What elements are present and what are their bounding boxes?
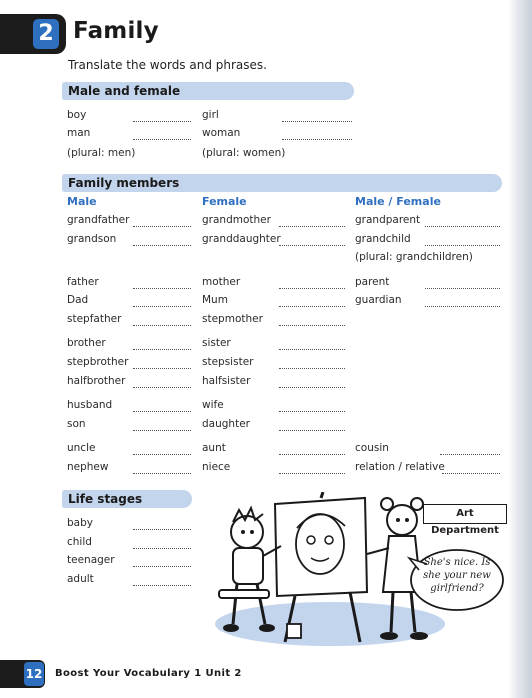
answer-line[interactable] [133,516,191,530]
answer-line[interactable] [133,535,191,549]
art-department-sign: Art Department [423,504,507,524]
word-female: stepmother [202,313,263,325]
answer-line[interactable] [279,355,345,369]
answer-line[interactable] [425,293,500,307]
answer-line[interactable] [279,417,345,431]
answer-line[interactable] [133,441,191,455]
word-female: girl [202,109,219,121]
word-female: granddaughter [202,233,281,245]
answer-line[interactable] [133,213,191,227]
word-male-female: grandchild [355,233,411,245]
word-male-female: grandparent [355,214,421,226]
answer-line[interactable] [133,312,191,326]
section-heading-life-stages: Life stages [68,492,143,506]
page-binding-edge [518,0,532,698]
word-female: Mum [202,294,228,306]
answer-line[interactable] [282,108,352,122]
section-heading-male-female: Male and female [68,84,181,98]
word-female: woman [202,127,241,139]
answer-line[interactable] [279,312,345,326]
column-heading-female: Female [202,195,247,208]
unit-title: Family [73,18,159,44]
answer-line[interactable] [133,417,191,431]
answer-line[interactable] [133,553,191,567]
column-heading-male-female: Male / Female [355,195,441,208]
word-female: grandmother [202,214,271,226]
word-female: aunt [202,442,226,454]
plural-note: (plural: grandchildren) [355,251,473,263]
footer-book-title: Boost Your Vocabulary 1 Unit 2 [55,668,242,679]
answer-line[interactable] [279,232,345,246]
word-female: mother [202,276,241,288]
column-heading-male: Male [67,195,97,208]
answer-line[interactable] [425,232,500,246]
answer-line[interactable] [279,336,345,350]
word-male: boy [67,109,87,121]
word-male-female: relation / relative [355,461,445,473]
word-male: husband [67,399,113,411]
answer-line[interactable] [133,232,191,246]
word-male: man [67,127,91,139]
word-life-stage: teenager [67,554,115,566]
answer-line[interactable] [133,293,191,307]
word-female: sister [202,337,231,349]
word-male-female: cousin [355,442,389,454]
word-female: stepsister [202,356,254,368]
answer-line[interactable] [133,108,191,122]
word-male: uncle [67,442,96,454]
word-male-female: parent [355,276,390,288]
answer-line[interactable] [282,126,352,140]
word-male: grandson [67,233,117,245]
answer-line[interactable] [279,293,345,307]
answer-line[interactable] [279,213,345,227]
answer-line[interactable] [133,126,191,140]
answer-line[interactable] [279,441,345,455]
word-female: wife [202,399,224,411]
plural-note: (plural: men) [67,147,136,159]
word-male-female: guardian [355,294,402,306]
answer-line[interactable] [133,398,191,412]
answer-line[interactable] [440,441,500,455]
answer-line[interactable] [279,374,345,388]
answer-line[interactable] [279,398,345,412]
page-bleed [508,0,518,698]
instruction-text: Translate the words and phrases. [68,58,267,72]
word-male: stepbrother [67,356,129,368]
answer-line[interactable] [279,275,345,289]
word-male: father [67,276,99,288]
word-male: grandfather [67,214,130,226]
speech-bubble-text: She's nice. Is she your new girlfriend? [423,557,491,594]
answer-line[interactable] [442,460,500,474]
answer-line[interactable] [279,460,345,474]
word-male: brother [67,337,106,349]
unit-number-badge: 2 [33,19,59,49]
word-male: stepfather [67,313,122,325]
answer-line[interactable] [133,336,191,350]
word-male: halfbrother [67,375,126,387]
word-female: niece [202,461,231,473]
word-life-stage: baby [67,517,93,529]
word-life-stage: adult [67,573,94,585]
page-number: 12 [24,662,44,686]
word-male: son [67,418,86,430]
plural-note: (plural: women) [202,147,286,159]
answer-line[interactable] [425,213,500,227]
answer-line[interactable] [133,460,191,474]
answer-line[interactable] [133,374,191,388]
word-male: Dad [67,294,89,306]
answer-line[interactable] [425,275,500,289]
word-life-stage: child [67,536,92,548]
answer-line[interactable] [133,572,191,586]
section-heading-family-members: Family members [68,176,180,190]
word-female: halfsister [202,375,251,387]
word-female: daughter [202,418,250,430]
answer-line[interactable] [133,275,191,289]
answer-line[interactable] [133,355,191,369]
word-male: nephew [67,461,109,473]
